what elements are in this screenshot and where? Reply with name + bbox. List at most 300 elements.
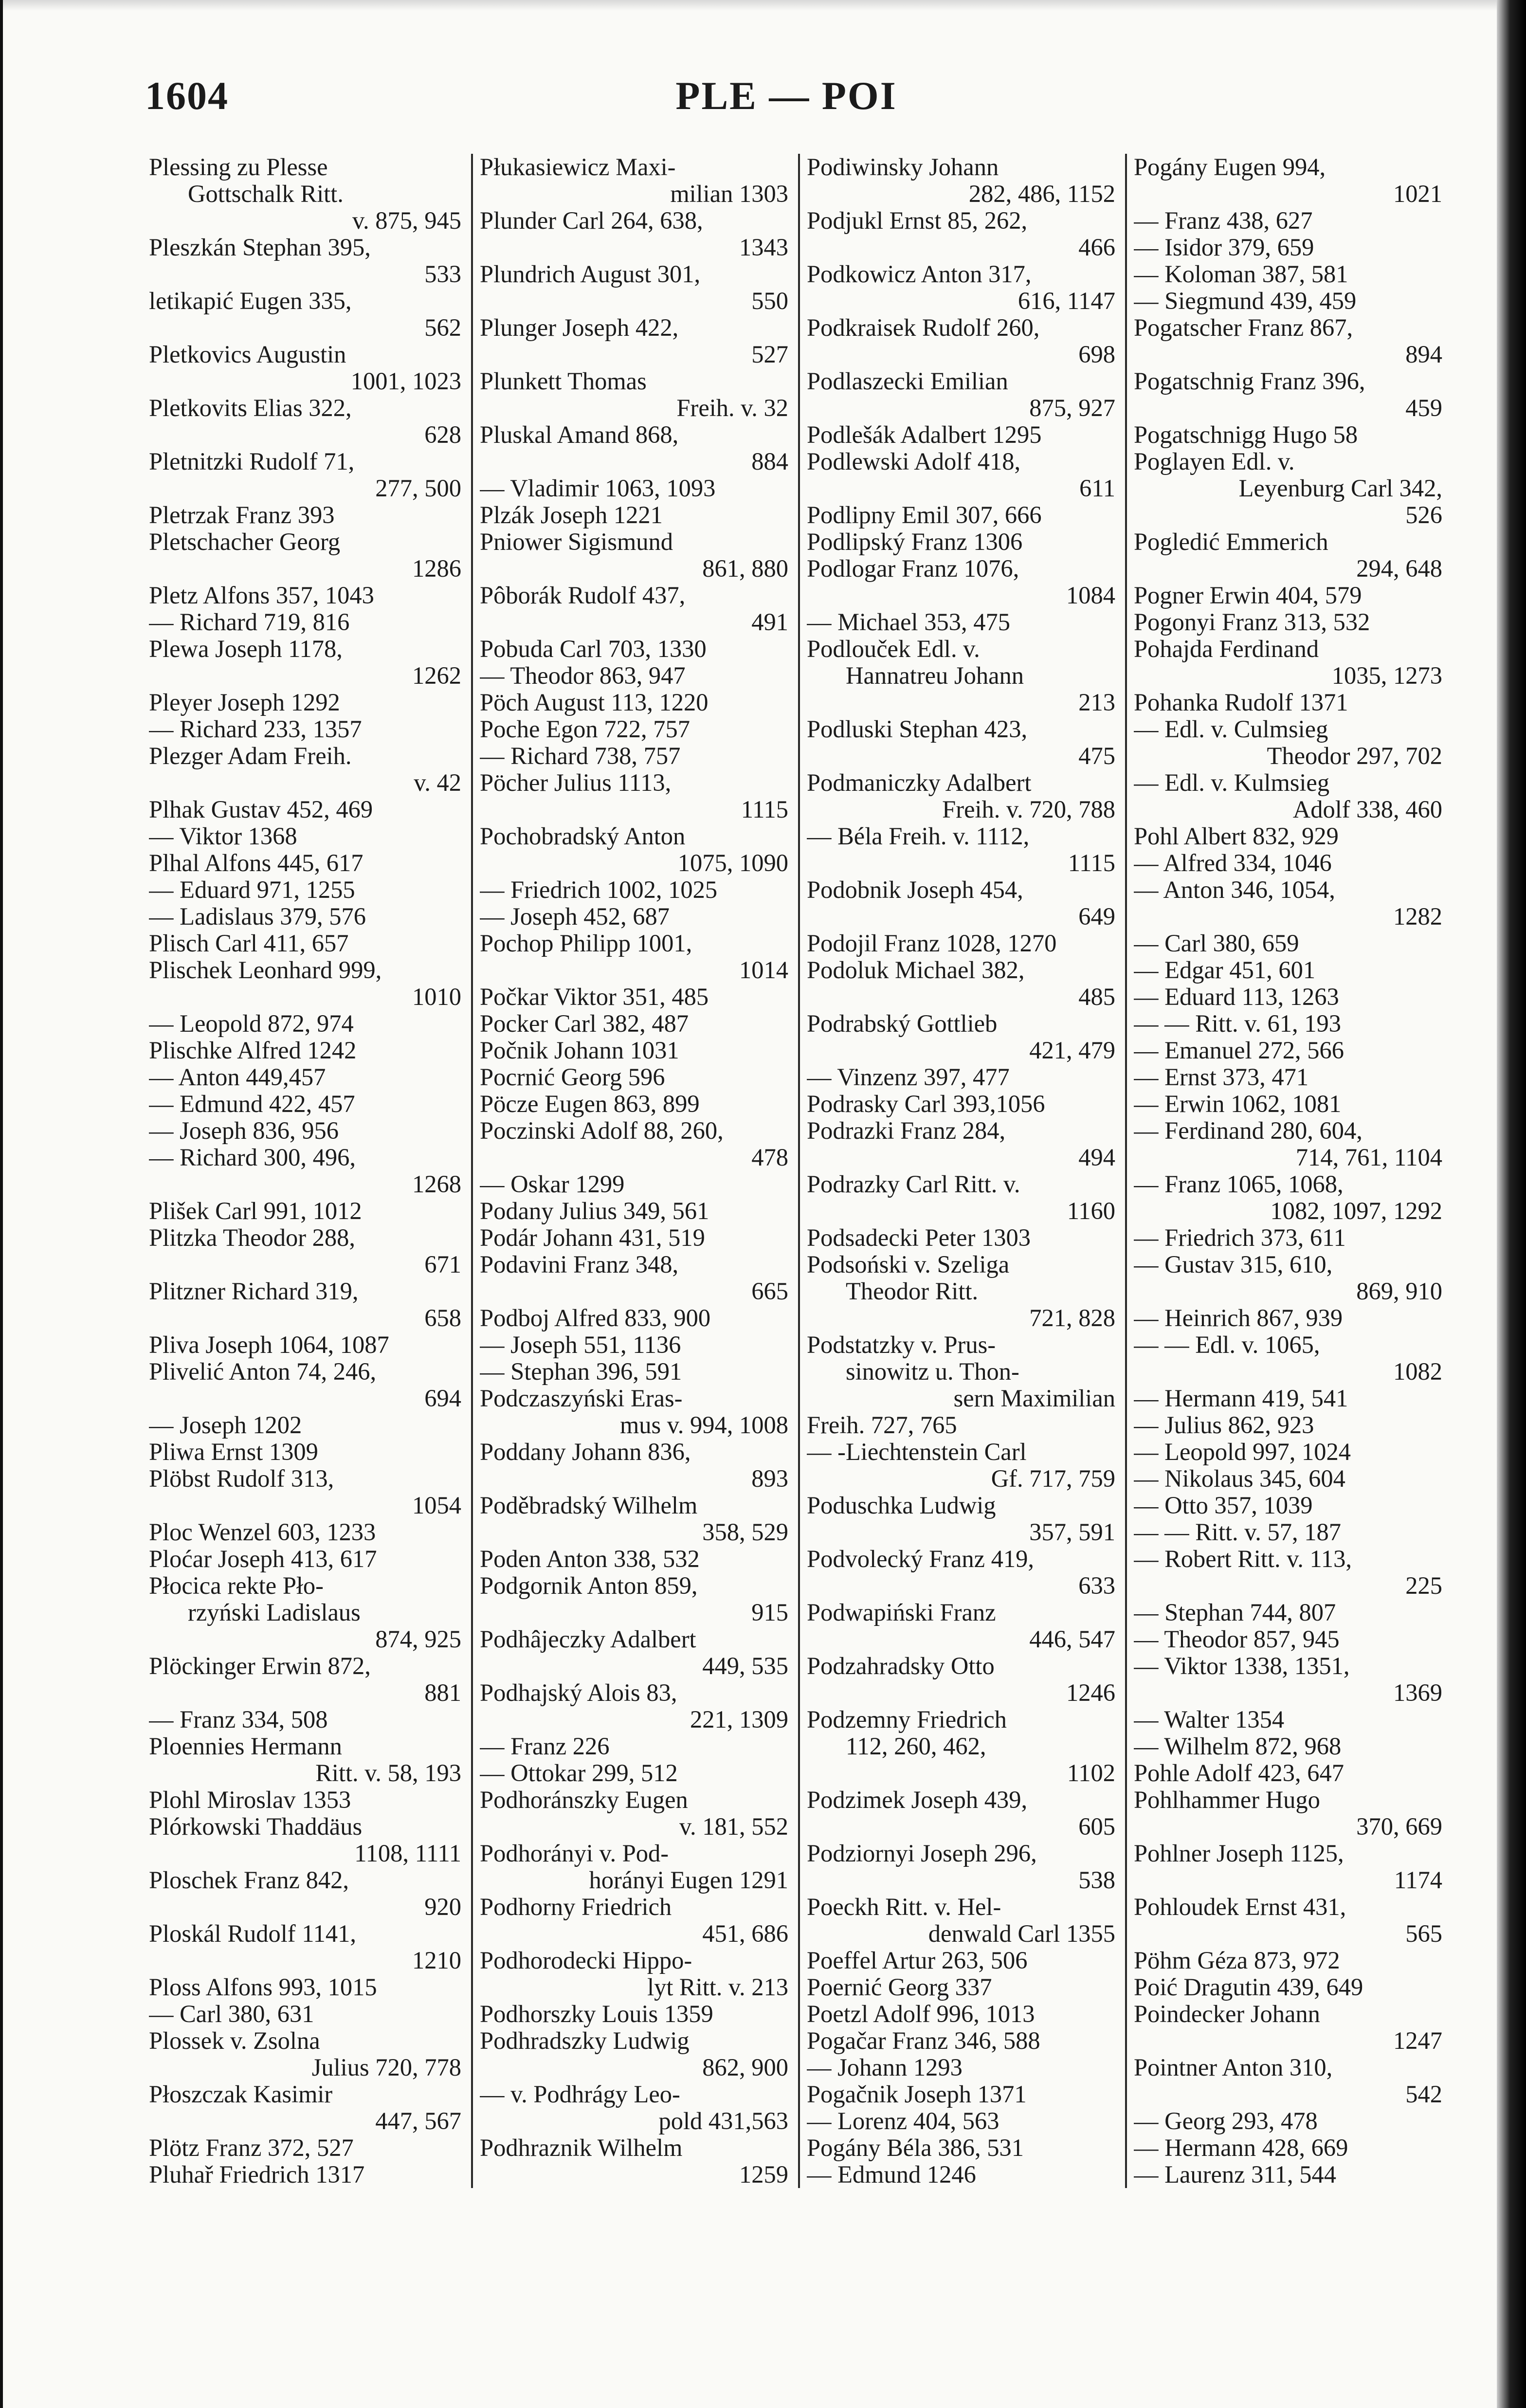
entry-name: Pleszkán Stephan 395, [149,234,371,261]
index-entry [807,2054,1115,2081]
index-entry [1134,2161,1442,2188]
index-entry [480,1091,788,1117]
index-entry [149,1064,461,1091]
entry-name: — Edl. v. Culmsieg [1134,716,1328,743]
index-entry [1134,1439,1442,1465]
index-entry [480,662,788,689]
index-entry [807,1492,1115,1546]
index-entry [1134,1251,1442,1305]
entry-name: Podlešák Adalbert 1295 [807,421,1042,448]
entry-pages: 1084 [1066,582,1115,609]
index-entry [1134,823,1442,850]
index-entry [480,1385,788,1439]
entry-pages: Leyenburg Carl 342, [1238,474,1442,502]
entry-name: Pniower Sigismund [480,529,673,555]
entry-name: Podluski Stephan 423, [807,716,1028,743]
entry-name: Poden Anton 338, 532 [480,1546,700,1572]
index-entry [1134,1894,1442,1947]
entry-name: Podhorodecki Hippo- [480,1947,692,1974]
index-entry [1134,1840,1442,1894]
entry-name: Plohl Miroslav 1353 [149,1787,351,1813]
entry-name: — Theodor 863, 947 [480,662,686,689]
index-entry [480,1358,788,1385]
entry-name: Poeckh Ritt. v. Hel- [807,1894,1001,1920]
entry-name: Płoszczak Kasimir [149,2081,333,2108]
entry-name: — Stephan 744, 807 [1134,1599,1336,1626]
index-entry [807,1894,1115,1947]
page-number: 1604 [145,73,229,118]
index-entry [1134,207,1442,234]
entry-name: — Joseph 836, 956 [149,1117,339,1144]
entry-pages: 538 [1078,1866,1115,1894]
index-entry [1134,1037,1442,1064]
entry-name: Podzemny Friedrich [807,1706,1007,1733]
entry-name: Podrasky Carl 393,1056 [807,1091,1045,1117]
index-entry [1134,1091,1442,1117]
index-entry [149,796,461,823]
index-entry [807,1412,1115,1439]
index-entry [480,716,788,743]
index-entry [149,1358,461,1412]
entry-name: — — Ritt. v. 61, 193 [1134,1010,1341,1037]
index-entry [807,1251,1115,1332]
index-entry [149,1198,461,1224]
index-entry [1134,1626,1442,1653]
index-entry [149,234,461,288]
index-entry [480,1171,788,1198]
index-entry [807,1974,1115,2001]
entry-pages: denwald Carl 1355 [928,1920,1115,1947]
entry-pages: 1369 [1393,1679,1442,1706]
entry-pages: 282, 486, 1152 [968,180,1115,207]
entry-name: Ploss Alfons 993, 1015 [149,1974,377,2001]
index-entry [1134,1332,1442,1385]
entry-name: Poczinski Adolf 88, 260, [480,1117,724,1144]
entry-name: Pochop Philipp 1001, [480,930,692,957]
index-entry [149,529,461,582]
index-entry [1134,716,1442,769]
entry-name: Ploc Wenzel 603, 1233 [149,1519,376,1546]
index-entry [480,475,788,502]
index-entry [149,1144,461,1198]
entry-pages: 893 [751,1465,788,1492]
index-entry [149,1867,461,1920]
index-entry [807,1947,1115,1974]
entry-name: Podkowicz Anton 317, [807,261,1032,288]
entry-pages: 213 [1078,689,1115,716]
index-entry [1134,261,1442,288]
entry-pages: 721, 828 [1029,1304,1115,1332]
entry-pages: 1286 [412,555,461,582]
index-entry [480,314,788,368]
entry-pages: 370, 669 [1356,1813,1442,1840]
entry-name: — Lorenz 404, 563 [807,2108,999,2134]
entry-pages: 562 [424,314,461,341]
entry-pages: 1262 [412,662,461,689]
entry-name: — Friedrich 1002, 1025 [480,876,718,903]
entry-name: Pöhm Géza 873, 972 [1134,1947,1340,1974]
index-entry [1134,2001,1442,2054]
index-entry [480,743,788,769]
entry-name: — Friedrich 373, 611 [1134,1224,1346,1251]
index-entry [807,2001,1115,2027]
entry-name: Podany Julius 349, 561 [480,1198,709,1224]
entry-name: Podhradszky Ludwig [480,2027,690,2054]
index-entry [149,341,461,395]
entry-pages: 884 [751,448,788,475]
entry-name: Plundrich August 301, [480,261,701,288]
index-entry [480,207,788,261]
entry-name: — Hermann 428, 669 [1134,2134,1348,2161]
index-entry [149,1787,461,1813]
entry-name: Poernić Georg 337 [807,1974,992,2001]
entry-name: — Joseph 452, 687 [480,903,670,930]
index-entry [807,448,1115,502]
entry-name: — Eduard 113, 1263 [1134,984,1339,1010]
index-entry [1134,1224,1442,1251]
entry-name: Podjukl Ernst 85, 262, [807,207,1028,234]
entry-name: Plischek Leonhard 999, [149,957,382,984]
index-entry [480,1010,788,1037]
entry-name: Podvolecký Franz 419, [807,1546,1035,1572]
entry-name: Pohlhammer Hugo [1134,1787,1320,1813]
index-entry [807,2134,1115,2161]
entry-pages: 526 [1405,502,1442,529]
index-entry [1134,930,1442,957]
entry-name: Poděbradský Wilhelm [480,1492,698,1519]
index-entry [1134,769,1442,823]
entry-name: Pleyer Joseph 1292 [149,689,340,716]
index-entry [480,1894,788,1947]
entry-pages: 466 [1078,234,1115,261]
index-entry [807,2161,1115,2188]
entry-name: — Robert Ritt. v. 113, [1134,1546,1352,1572]
entry-name: — — Edl. v. 1065, [1134,1332,1320,1358]
entry-name: Poche Egon 722, 757 [480,716,690,743]
entry-pages: 649 [1078,903,1115,930]
entry-name: Poddany Johann 836, [480,1439,691,1465]
index-entry [807,1599,1115,1653]
entry-name: Ploćar Joseph 413, 617 [149,1546,377,1572]
entry-name: Pointner Anton 310, [1134,2054,1333,2081]
entry-name: Pohanka Rudolf 1371 [1134,689,1348,716]
entry-name: Pliwa Ernst 1309 [149,1439,318,1465]
index-entry [1134,529,1442,582]
index-entry [480,502,788,529]
entry-name: Pobuda Carl 703, 1330 [480,636,707,662]
entry-name: — Carl 380, 631 [149,2001,314,2027]
index-entry [480,2027,788,2081]
entry-name: — Béla Freih. v. 1112, [807,823,1030,850]
entry-pages: 1115 [1068,849,1115,876]
index-entry [480,1572,788,1626]
index-entry [149,876,461,903]
index-entry [480,1064,788,1091]
entry-name: Poić Dragutin 439, 649 [1134,1974,1363,2001]
entry-pages: v. 875, 945 [352,207,461,234]
index-column-2 [471,154,793,2188]
index-entry [480,823,788,876]
entry-name: — Franz 226 [480,1733,610,1760]
scan-top-edge [3,0,1500,11]
index-entry [1134,582,1442,609]
index-entry [1134,636,1442,689]
index-entry [149,1733,461,1787]
entry-pages: 491 [751,608,788,636]
index-entry [149,930,461,957]
entry-name: — Gustav 315, 610, [1134,1251,1333,1278]
entry-name: Plunder Carl 264, 638, [480,207,703,234]
entry-name: — Ernst 373, 471 [1134,1064,1309,1091]
entry-name: Poetzl Adolf 996, 1013 [807,2001,1035,2027]
entry-name: Podhraznik Wilhelm [480,2134,683,2161]
entry-pages: 459 [1405,394,1442,421]
index-entry [480,421,788,475]
index-entry [807,1064,1115,1091]
entry-name: Pogačnik Joseph 1371 [807,2081,1027,2108]
index-entry [149,1412,461,1439]
entry-name: Pletrzak Franz 393 [149,502,335,529]
entry-name: Podwapiński Franz [807,1599,996,1626]
entry-name: — Theodor 857, 945 [1134,1626,1340,1653]
entry-pages: 1259 [739,2161,788,2188]
entry-name: Podmaniczky Adalbert [807,769,1032,796]
entry-name: Pogány Béla 386, 531 [807,2134,1024,2161]
index-entry [480,261,788,314]
entry-name: — v. Podhrágy Leo- [480,2081,680,2108]
index-entry [480,2134,788,2188]
entry-pages: 533 [424,260,461,288]
index-entry [1134,1706,1442,1733]
entry-name: — Joseph 551, 1136 [480,1332,681,1358]
entry-pages: 1246 [1066,1679,1115,1706]
entry-name: — Ferdinand 280, 604, [1134,1117,1362,1144]
index-entry [807,2081,1115,2108]
entry-pages: Julius 720, 778 [311,2054,461,2081]
entry-pages: 478 [751,1144,788,1171]
entry-pages: 894 [1405,341,1442,368]
entry-name: Pôborák Rudolf 437, [480,582,686,609]
entry-name: Plezger Adam Freih. [149,743,352,769]
index-entry [149,2134,461,2161]
entry-name: Plitzka Theodor 288, [149,1224,356,1251]
index-entry [807,1653,1115,1706]
entry-name: — Oskar 1299 [480,1171,625,1198]
entry-name: Plewa Joseph 1178, [149,636,343,662]
entry-name: — Vladimir 1063, 1093 [480,475,716,502]
index-entry [1134,1519,1442,1546]
entry-pages: 1014 [739,956,788,984]
entry-name: letikapić Eugen 335, [149,288,352,314]
index-entry [1134,234,1442,261]
index-entry [1134,1947,1442,1974]
entry-pages: 869, 910 [1356,1277,1442,1305]
index-entry [1134,689,1442,716]
entry-pages: 1343 [739,234,788,261]
entry-pages: 616, 1147 [1017,287,1115,314]
entry-pages: 565 [1405,1920,1442,1947]
entry-pages: Adolf 338, 460 [1292,796,1442,823]
entry-name: — Edmund 422, 457 [149,1091,355,1117]
entry-name: Pogledić Emmerich [1134,529,1328,555]
index-entry [149,1920,461,1974]
index-entry [807,636,1115,716]
index-entry [149,154,461,234]
index-entry [149,1813,461,1867]
index-entry [1134,2108,1442,2134]
entry-name: Podlipny Emil 307, 666 [807,502,1042,529]
index-entry [149,1706,461,1733]
index-entry [149,395,461,448]
index-entry [1134,1653,1442,1706]
entry-name: Podavini Franz 348, [480,1251,679,1278]
entry-name: Plhak Gustav 452, 469 [149,796,373,823]
entry-name: — Viktor 1368 [149,823,297,850]
entry-name: Pohlner Joseph 1125, [1134,1840,1344,1867]
entry-name: Podrabský Gottlieb [807,1010,998,1037]
entry-name: Pohl Albert 832, 929 [1134,823,1339,850]
index-column-1 [144,154,466,2188]
index-entry [807,1787,1115,1840]
entry-name: Podlipský Franz 1306 [807,529,1023,555]
entry-pages: 485 [1078,983,1115,1010]
entry-name: Ploennies Hermann [149,1733,342,1760]
entry-pages: 421, 479 [1029,1037,1115,1064]
index-entry [480,1492,788,1546]
index-entry [149,2027,461,2081]
entry-name: Podhorányi v. Pod- [480,1840,669,1867]
entry-name: Pliva Joseph 1064, 1087 [149,1332,389,1358]
index-entry [1134,850,1442,876]
entry-name: — Edgar 451, 601 [1134,957,1316,984]
index-entry [1134,502,1442,529]
index-entry [480,2081,788,2134]
entry-name: Ploskál Rudolf 1141, [149,1920,356,1947]
entry-continuation: Gottschalk Ritt. [188,180,344,207]
entry-pages: mus v. 994, 1008 [619,1411,788,1439]
entry-name: Podoluk Michael 382, [807,957,1025,984]
entry-name: Plöbst Rudolf 313, [149,1465,334,1492]
entry-name: — Franz 1065, 1068, [1134,1171,1344,1198]
index-entry [1134,1117,1442,1171]
entry-name: Počnik Johann 1031 [480,1037,679,1064]
entry-name: Podhorny Friedrich [480,1894,672,1920]
entry-name: Pogatschnigg Hugo 58 [1134,421,1358,448]
entry-pages: Freih. v. 720, 788 [942,796,1115,823]
index-entry [149,1224,461,1278]
entry-pages: lyt Ritt. v. 213 [647,1973,788,2001]
index-entry [1134,2054,1442,2108]
entry-name: — Alfred 334, 1046 [1134,850,1332,876]
entry-name: — Isidor 379, 659 [1134,234,1314,261]
entry-name: — Richard 738, 757 [480,743,681,769]
entry-name: Plórkowski Thaddäus [149,1813,363,1840]
entry-name: Plisch Carl 411, 657 [149,930,349,957]
index-entry [480,930,788,984]
entry-pages: 1160 [1067,1197,1115,1224]
entry-name: Pluhař Friedrich 1317 [149,2161,365,2188]
entry-pages: 1035, 1273 [1331,662,1442,689]
index-entry [1134,1733,1442,1760]
entry-name: Podhoránszky Eugen [480,1787,688,1813]
entry-name: — Johann 1293 [807,2054,963,2081]
entry-name: Počkar Viktor 351, 485 [480,984,709,1010]
index-entry [1134,609,1442,636]
entry-name: Pletnitzki Rudolf 71, [149,448,355,475]
index-entry [1134,876,1442,930]
entry-name: Pöcher Julius 1113, [480,769,672,796]
entry-name: Plötz Franz 372, 527 [149,2134,354,2161]
index-entry [480,1787,788,1840]
index-entry [807,1706,1115,1787]
entry-pages: 611 [1079,474,1115,502]
entry-name: Pohloudek Ernst 431, [1134,1894,1346,1920]
entry-pages: 862, 900 [702,2054,788,2081]
index-entry [149,502,461,529]
entry-pages: 628 [424,421,461,448]
entry-name: — — Ritt. v. 57, 187 [1134,1519,1341,1546]
index-entry [1134,1492,1442,1519]
entry-name: Podgornik Anton 859, [480,1572,698,1599]
index-entry [1134,1064,1442,1091]
entry-pages: 358, 529 [702,1518,788,1546]
index-entry [480,582,788,636]
entry-name: Płocica rekte Pło- [149,1572,324,1599]
entry-pages: 277, 500 [375,474,461,502]
entry-name: Pocrnić Georg 596 [480,1064,665,1091]
index-entry [480,636,788,662]
index-entry [480,1037,788,1064]
index-entry [807,421,1115,448]
index-entry [1134,421,1442,448]
entry-name: Podhâjeczky Adalbert [480,1626,696,1653]
entry-pages: sern Maximilian [953,1385,1115,1412]
entry-name: Pletz Alfons 357, 1043 [149,582,374,609]
entry-pages: 875, 927 [1029,394,1115,421]
index-entry [149,957,461,1010]
index-entry [1134,1171,1442,1224]
entry-pages: 1102 [1067,1759,1115,1787]
entry-name: Plhal Alfons 445, 617 [149,850,363,876]
index-entry [807,769,1115,823]
index-entry [807,609,1115,636]
index-entry [149,823,461,850]
entry-name: Podzimek Joseph 439, [807,1787,1028,1813]
entry-pages: 451, 686 [702,1920,788,1947]
index-entry [807,1840,1115,1894]
entry-name: Pöch August 113, 1220 [480,689,708,716]
entry-name: — Ladislaus 379, 576 [149,903,366,930]
entry-name: Plöckinger Erwin 872, [149,1653,371,1679]
entry-name: — Franz 334, 508 [149,1706,328,1733]
index-entry [149,448,461,502]
entry-pages: Freih. v. 32 [676,394,788,421]
entry-pages: 1115 [741,796,788,823]
entry-pages: 1010 [412,983,461,1010]
entry-pages: 633 [1078,1572,1115,1599]
index-entry [149,1974,461,2001]
entry-name: Podár Johann 431, 519 [480,1224,705,1251]
entry-name: — Joseph 1202 [149,1412,302,1439]
scan-right-edge [1497,0,1526,2408]
entry-name: — Otto 357, 1039 [1134,1492,1313,1519]
entry-name: — Eduard 971, 1255 [149,876,355,903]
index-entry [149,903,461,930]
index-entry [1134,957,1442,984]
entry-pages: 357, 591 [1029,1518,1115,1546]
entry-name: — Leopold 997, 1024 [1134,1439,1351,1465]
index-entry [149,2001,461,2027]
